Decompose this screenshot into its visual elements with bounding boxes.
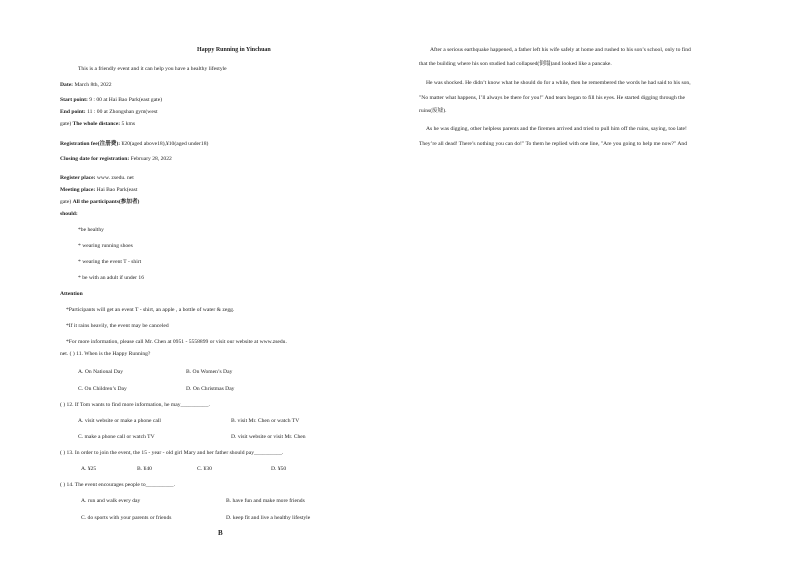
attention-heading: Attention — [60, 291, 83, 297]
attention-item: *Participants will get an event T - shirt, an apple , a bottle of water & zegg. — [66, 307, 235, 313]
passage-b-p2-line2: "No matter what happens, I’ll always be there for you!" And tears began to fill his eyes. He started digging through the — [419, 95, 686, 101]
passage-title: Happy Running in Yinchuan — [197, 47, 271, 53]
meeting-value-cont: gate) — [60, 199, 72, 205]
q11-option-d: D. On Christmas Day — [186, 386, 235, 392]
section-marker: B — [218, 529, 223, 537]
fee-line — [60, 141, 208, 148]
end-label: End point: — [60, 109, 86, 115]
passage-b-p1-line1: After a serious earthquake happened, a father left his wife safely at home and rushed to his son’s school, only to find — [430, 47, 691, 53]
closing-line — [60, 156, 172, 163]
q14-option-d: D. keep fit and live a healthy lifestyle — [226, 515, 311, 521]
end-value-cont: gate) — [60, 121, 72, 127]
meeting-value: Hai Bao Park(east — [96, 187, 138, 193]
meeting-line — [60, 187, 137, 194]
attention-item: *If it rains heavily, the event may be canceled — [66, 323, 169, 329]
register-line — [60, 175, 134, 182]
closing-value: February 28, 2022 — [130, 156, 172, 162]
date-line — [60, 82, 112, 89]
requirement-item: * wearing running shoes — [78, 243, 133, 249]
passage-b-p3-line1: As he was digging, other helpless parents and the firemen arrived and tried to pull him off the ruins, saying, too late! — [426, 126, 687, 132]
requirement-item: *be healthy — [78, 227, 104, 233]
register-label: Register place: — [60, 175, 96, 181]
distance-value: 5 kms — [121, 121, 136, 127]
date-label: Date: — [60, 82, 74, 88]
end-value: 11 : 00 at Zhongshan gym(west — [87, 109, 158, 115]
start-label: Start point: — [60, 97, 88, 103]
q12-option-c: C. make a phone call or watch TV — [78, 434, 155, 440]
q12-option-b: B. visit Mr. Chen or watch TV — [231, 418, 300, 424]
passage-b-p2-line1: He was shocked. He didn’t know what he should do for a while, then he remembered the words he had said to his son, — [426, 80, 691, 86]
fee-value: ¥20(aged above18),¥10(aged under18) — [121, 141, 209, 147]
passage-b-p3-line2: They’re all dead! There’s nothing you can do!" To them he replied with one line, "Are you going to help me now?" And — [419, 141, 688, 147]
q13-option-b: B. ¥40 — [137, 466, 152, 472]
participants-label: All the participants(参加者) — [72, 199, 140, 205]
register-value: www. zsedu. net — [96, 175, 134, 181]
should-label: should: — [60, 211, 78, 217]
q12-option-a: A. visit website or make a phone call — [78, 418, 161, 424]
attention-item: *For more information, please call Mr. Chen at 0951 - 5558899 or visit our website at www.zsedu. — [66, 339, 287, 345]
fee-label: Registration fee(注册费): — [60, 141, 121, 147]
intro-text: This is a friendly event and it can help you have a healthy lifestyle — [78, 66, 227, 72]
start-value: 9 : 00 at Hai Bao Park(east gate) — [89, 97, 163, 103]
q11-option-b: B. On Women’s Day — [186, 369, 233, 375]
passage-b-p2-line3: ruins(废墟). — [419, 108, 447, 114]
question-13: ( ) 13. In order to join the event, the 15 - year - old girl Mary and her father should pay__________. — [60, 450, 284, 456]
q14-option-a: A. run and walk every day — [81, 498, 141, 504]
start-point-line — [60, 97, 162, 104]
q13-option-c: C. ¥30 — [197, 466, 212, 472]
passage-b-p1-line2: that the building where his son studied had collapsed(倒塌)and looked like a pancake. — [419, 61, 612, 67]
question-14: ( ) 14. The event encourages people to__________. — [60, 482, 176, 488]
question-11: net. ( ) 11. When is the Happy Running? — [60, 351, 151, 357]
meeting-label: Meeting place: — [60, 187, 96, 193]
question-12: ( ) 12. If Tom wants to find more information, he may__________. — [60, 402, 210, 408]
distance-line — [60, 121, 135, 128]
end-point-line — [60, 109, 158, 116]
closing-label: Closing date for registration: — [60, 156, 130, 162]
q11-option-c: C. On Children’s Day — [78, 386, 127, 392]
requirement-item: * wearing the event T - shirt — [78, 259, 142, 265]
date-value: March 8th, 2022 — [74, 82, 112, 88]
q12-option-d: D. visit website or visit Mr. Chen — [231, 434, 306, 440]
requirement-item: * be with an adult if under 16 — [78, 275, 145, 281]
participants-line — [60, 199, 139, 206]
q13-option-a: A. ¥25 — [81, 466, 97, 472]
q11-option-a: A. On National Day — [78, 369, 124, 375]
distance-label: The whole distance: — [72, 121, 121, 127]
q14-option-c: C. do sports with your parents or friends — [81, 515, 172, 521]
q13-option-d: D. ¥50 — [271, 466, 287, 472]
q14-option-b: B. have fun and make more friends — [226, 498, 305, 504]
